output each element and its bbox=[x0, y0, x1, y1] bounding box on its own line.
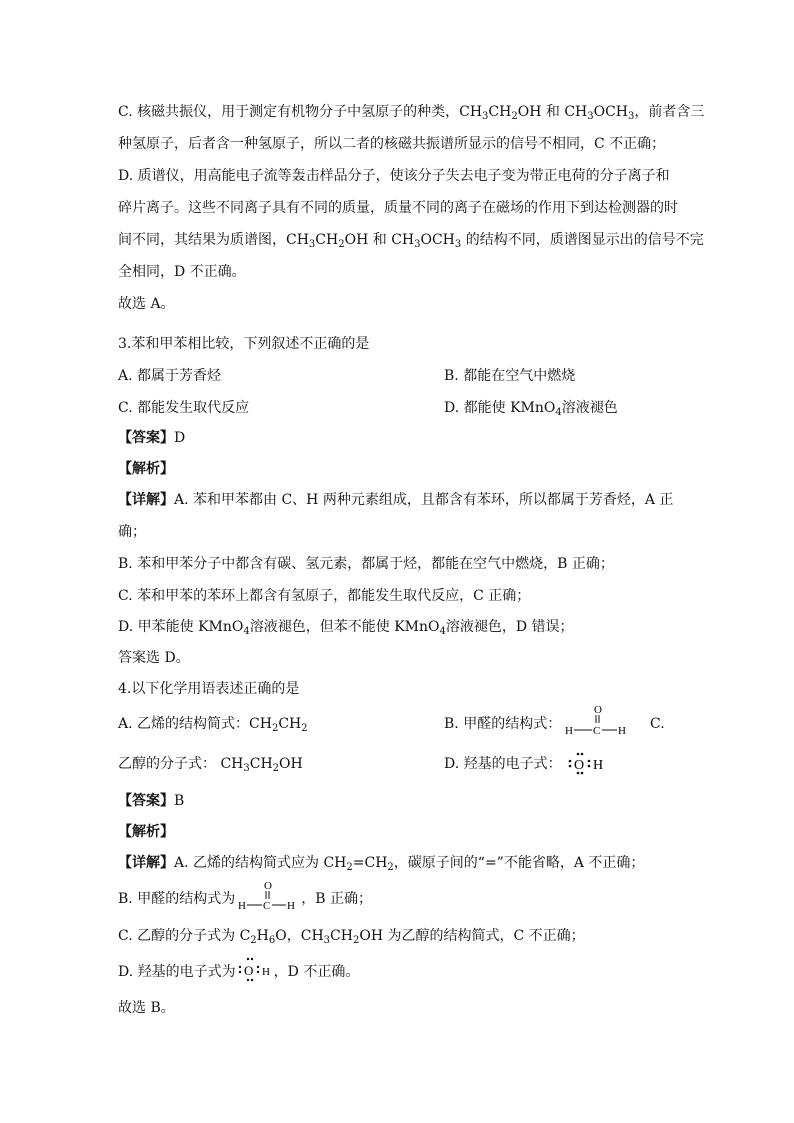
analysis-line-c1: C. 核磁共振仪，用于测定有机物分子中氢原子的种类，$CH_3CH_2OH$ 和 $CH_3OCH_3$，前者含三 bbox=[118, 104, 705, 122]
formula-ethanol: $CH_3CH_2OH$ bbox=[459, 104, 542, 122]
analysis-line-d4: 全相同，D 不正确。 bbox=[118, 264, 246, 280]
answer-value: B bbox=[174, 793, 185, 809]
formula-ethanol: $CH_3CH_2OH$ bbox=[300, 928, 384, 946]
formula-ethanol-molecular: $C_2H_6O$ bbox=[239, 928, 287, 946]
formula-dimethyl-ether: $CH_3OCH_3$ bbox=[564, 104, 635, 122]
q3-option-c: C. 都能发生取代反应 bbox=[118, 400, 250, 416]
q3-detail-b: B. 苯和甲苯分子中都含有碳、氢元素，都属于烃，都能在空气中燃烧，B 正确； bbox=[118, 556, 614, 572]
q4-detail-d: D. 羟基的电子式为 ，D 不正确。 bbox=[118, 964, 360, 980]
q3-conclusion: 答案选 D。 bbox=[118, 650, 190, 666]
atom-h-left: H bbox=[238, 900, 246, 912]
formula-dimethyl-ether: $CH_3OCH_3$ bbox=[391, 232, 462, 250]
question-3-stem: 3.苯和甲苯相比较，下列叙述不正确的是 bbox=[118, 336, 370, 352]
q3-detail-a: 【详解】A. 苯和甲苯都由 C、H 两种元素组成，且都含有苯环，所以都属于芳香烃，A 正 bbox=[118, 492, 674, 508]
formula-ethylene: $CH_2=CH_2$ bbox=[323, 855, 394, 873]
question-4-stem: 4.以下化学用语表述正确的是 bbox=[118, 681, 300, 697]
q4-detail-b: B. 甲醛的结构式为 ，B 正确； bbox=[118, 891, 372, 907]
q3-detail-d: D. 甲苯能使 KMnO$_4$溶液褪色，但苯不能使 KMnO$_4$溶液褪色，D 错误； bbox=[118, 619, 574, 637]
analysis-line-d1: D. 质谱仪，用高能电子流等轰击样品分子，使该分子失去电子变为带正电荷的分子离子和 bbox=[118, 168, 670, 184]
atom-o: O bbox=[594, 704, 602, 716]
q4-option-c-label: C. bbox=[650, 716, 665, 732]
formula-ethanol: $CH_3CH_2OH$ bbox=[286, 232, 369, 250]
q3-option-d: D. 都能使 KMnO$_4$溶液褪色 bbox=[444, 400, 618, 418]
analysis-line-d2: 碎片离子。这些不同离子具有不同的质量，质量不同的离子在磁场的作用下到达检测器的时 bbox=[118, 200, 678, 216]
atom-c: C bbox=[263, 900, 271, 912]
analysis-line-c2: 种氢原子，后者含一种氢原子，所以二者的核磁共振谱所显示的信号不相同，C 不正确； bbox=[118, 136, 666, 152]
q4-detail-a: 【详解】A. 乙烯的结构简式应为 $CH_2=CH_2$，碳原子间的“=”不能省略，A 不正确； bbox=[118, 855, 645, 873]
q4-option-a: A. 乙烯的结构简式：$CH_2CH_2$ bbox=[118, 716, 308, 734]
q4-analysis-label: 【解析】 bbox=[118, 824, 174, 840]
formula-ethanol: $CH_3CH_2OH$ bbox=[220, 756, 303, 774]
atom-o: O bbox=[574, 758, 585, 773]
atom-h: H bbox=[262, 966, 270, 978]
atom-h-left: H bbox=[565, 725, 573, 737]
atom-o: O bbox=[264, 880, 272, 892]
conclusion-q2: 故选 A。 bbox=[118, 296, 175, 312]
q4-detail-c: C. 乙醇的分子式为 $C_2H_6O$，$CH_3CH_2OH$ 为乙醇的结构简式，C 不正确； bbox=[118, 928, 585, 946]
formaldehyde-structure-diagram bbox=[562, 702, 634, 738]
atom-h-right: H bbox=[618, 725, 626, 737]
analysis-line-d3: 间不同，其结果为质谱图，$CH_3CH_2OH$ 和 $CH_3OCH_3$ 的结构不同，质谱图显示出的信号不完 bbox=[118, 232, 704, 250]
answer-value: D bbox=[174, 430, 186, 446]
q4-option-b: B. 甲醛的结构式： bbox=[444, 716, 562, 732]
answer-label: 【答案】 bbox=[118, 430, 174, 446]
atom-h: H bbox=[593, 758, 604, 773]
q3-analysis-label: 【解析】 bbox=[118, 461, 174, 477]
q4-option-c: 乙醇的分子式： $CH_3CH_2OH$ bbox=[118, 756, 303, 774]
formaldehyde-structure-diagram bbox=[236, 878, 302, 912]
answer-label: 【答案】 bbox=[118, 793, 174, 809]
formula-ethylene-wrong: $CH_2CH_2$ bbox=[249, 716, 308, 734]
q4-answer bbox=[118, 791, 184, 811]
q3-option-b: B. 都能在空气中燃烧 bbox=[444, 368, 576, 384]
q3-answer bbox=[118, 428, 185, 448]
hydroxyl-electron-diagram bbox=[236, 956, 274, 982]
q3-detail-c: C. 苯和甲苯的苯环上都含有氢原子，都能发生取代反应，C 正确； bbox=[118, 588, 531, 604]
detail-label: 【详解】 bbox=[118, 492, 174, 508]
hydroxyl-electron-diagram bbox=[564, 750, 608, 776]
q3-detail-a-cont: 确； bbox=[118, 524, 146, 540]
q4-conclusion: 故选 B。 bbox=[118, 1000, 175, 1016]
atom-c: C bbox=[593, 725, 601, 737]
atom-h-right: H bbox=[287, 900, 295, 912]
detail-label: 【详解】 bbox=[118, 855, 174, 871]
q3-option-a: A. 都属于芳香烃 bbox=[118, 368, 222, 384]
atom-o: O bbox=[244, 963, 254, 978]
q4-option-d: D. 羟基的电子式： bbox=[444, 756, 562, 772]
